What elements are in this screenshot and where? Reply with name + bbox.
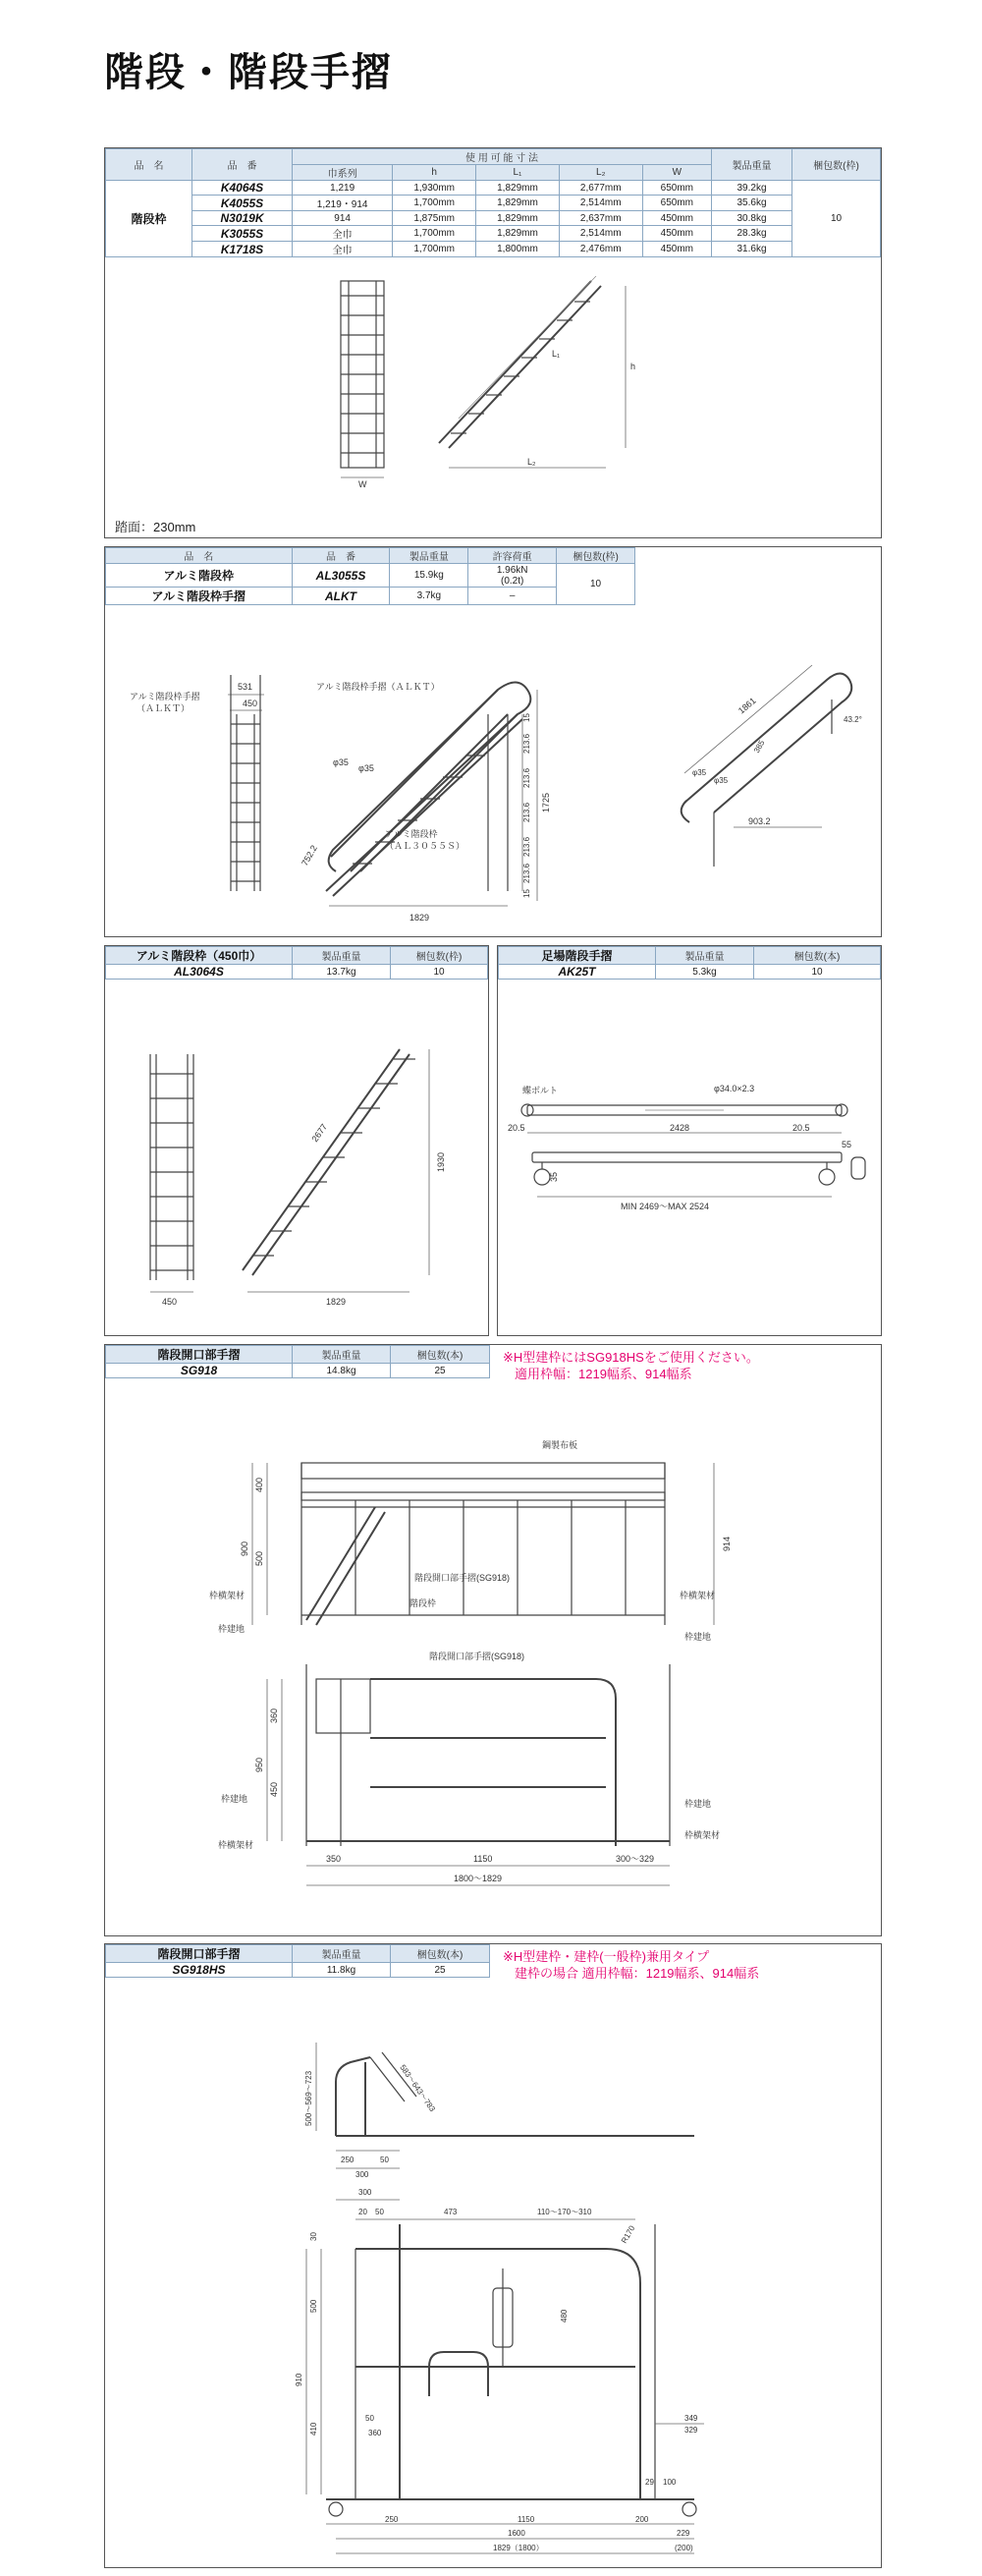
label-1829: 1829	[409, 913, 430, 923]
label-1725: 1725	[541, 792, 551, 812]
label-29: 29	[645, 2478, 654, 2487]
header-h: h	[393, 165, 476, 181]
label-50a: 50	[380, 2156, 389, 2164]
label-110: 110〜170〜310	[537, 2208, 592, 2216]
label-1150: 1150	[518, 2515, 535, 2524]
label-200b: (200)	[675, 2544, 693, 2552]
label-473: 473	[444, 2208, 458, 2216]
label-phi35b: φ35	[358, 763, 374, 773]
label-post2-l: 枠建地	[221, 1794, 248, 1804]
label-30: 30	[309, 2232, 318, 2241]
stair-front-view	[341, 281, 384, 477]
label-1600: 1600	[508, 2529, 525, 2538]
weight-cell: 5.3kg	[656, 965, 754, 980]
label-2136a: 213.6	[522, 733, 531, 754]
label-450: 450	[243, 699, 258, 708]
scaffold-handrail-drawing	[498, 985, 881, 1334]
table-row	[106, 564, 635, 588]
label-400: 400	[254, 1477, 264, 1492]
l2-cell: 2,476mm	[559, 242, 642, 257]
header-name: 階段開口部手摺	[106, 1945, 293, 1963]
label-phi35c: φ35	[692, 768, 707, 777]
load-value-ton: (0.2t)	[501, 575, 524, 587]
aluminum-450-drawing	[105, 985, 488, 1334]
l1-cell: 1,829mm	[476, 196, 560, 211]
model-cell: K1718S	[192, 242, 293, 257]
label-205b: 20.5	[792, 1123, 810, 1133]
label-20: 20	[358, 2208, 367, 2216]
model-cell: SG918HS	[106, 1963, 293, 1978]
label-2428: 2428	[670, 1123, 690, 1133]
label-l1: L₁	[552, 349, 561, 359]
label-h: h	[630, 362, 636, 371]
h-cell: 1,700mm	[393, 196, 476, 211]
label-r170: R170	[619, 2223, 637, 2245]
label-480: 480	[560, 2309, 569, 2323]
model-cell: AL3064S	[106, 965, 293, 980]
model-cell: ALKT	[292, 588, 390, 605]
header-weight: 製品重量	[293, 947, 391, 965]
handrail-pipe-side	[532, 1152, 865, 1197]
model-cell: K4055S	[192, 196, 293, 211]
l2-cell: 2,637mm	[559, 211, 642, 226]
width-cell: 全巾	[293, 226, 393, 242]
label-250a: 250	[341, 2156, 355, 2164]
header-name: アルミ階段枠（450巾）	[106, 947, 293, 965]
label-349: 349	[684, 2414, 698, 2423]
label-300: 300〜329	[616, 1854, 655, 1864]
opening-handrail-hs-panel	[104, 1943, 882, 2568]
aluminum-450-front	[150, 1054, 193, 1292]
header-w: W	[642, 165, 711, 181]
label-handrail-left-a: アルミ階段枠手摺	[130, 692, 200, 701]
label-205a: 20.5	[508, 1123, 525, 1133]
label-phi35d: φ35	[714, 776, 729, 785]
opening-handrail-panel	[104, 1344, 882, 1936]
l1-cell: 1,829mm	[476, 226, 560, 242]
header-weight: 製品重量	[712, 149, 792, 181]
opening-handrail-hs-drawing	[105, 1984, 881, 2563]
pack-cell: 25	[391, 1364, 490, 1378]
note-2: 建枠の場合 適用枠幅：1219幅系、914幅系	[515, 1966, 760, 1981]
hs-elevation-view	[306, 2224, 696, 2553]
note-1: ※H型建枠にはSG918HSをご使用ください。	[503, 1350, 759, 1365]
label-handrail-left-b: （ＡＬＫＴ）	[136, 703, 191, 713]
label-plate: 鋼製布板	[542, 1440, 578, 1450]
aluminum-stair-panel	[104, 546, 882, 937]
load-cell	[468, 564, 557, 588]
header-pack: 梱包数(本)	[391, 1346, 490, 1364]
pack-cell: 25	[391, 1963, 490, 1978]
opening-handrail-hs-table	[105, 1944, 490, 1978]
load-cell: –	[468, 588, 557, 605]
label-1930: 1930	[436, 1151, 446, 1172]
label-500: 500	[254, 1550, 264, 1566]
pack-cell: 10	[557, 564, 635, 605]
header-width: 巾系列	[293, 165, 393, 181]
label-handrail-center: アルミ階段枠手摺（ＡＬＫＴ）	[316, 682, 440, 692]
label-pipe: φ34.0×2.3	[714, 1084, 755, 1093]
h-cell: 1,930mm	[393, 181, 476, 196]
label-432: 43.2°	[844, 715, 862, 724]
l1-cell: 1,829mm	[476, 211, 560, 226]
width-cell: 914	[293, 211, 393, 226]
opening-elevation-view	[267, 1664, 670, 1885]
weight-cell: 30.8kg	[712, 211, 792, 226]
width-cell: 1,219・914	[293, 196, 393, 211]
opening-handrail-table	[105, 1345, 490, 1378]
aluminum-450-side	[243, 1049, 429, 1292]
header-model: 品 番	[192, 149, 293, 181]
width-cell: 全巾	[293, 242, 393, 257]
page-title: 階段・階段手摺	[104, 51, 393, 94]
l1-cell: 1,829mm	[476, 181, 560, 196]
label-450: 450	[269, 1781, 279, 1797]
pack-cell: 10	[391, 965, 488, 980]
label-360: 360	[368, 2429, 382, 2437]
label-post2-r: 枠建地	[684, 1799, 712, 1809]
label-1800: 1800〜1829	[454, 1874, 503, 1883]
header-usable: 使 用 可 能 寸 法	[293, 149, 712, 165]
label-35: 35	[549, 1171, 559, 1182]
label-2136e: 213.6	[522, 863, 531, 883]
label-950: 950	[254, 1757, 264, 1772]
aluminum-stair-table	[105, 547, 635, 605]
label-50c: 50	[365, 2414, 374, 2423]
pack-cell: 10	[754, 965, 881, 980]
model-cell: AK25T	[499, 965, 656, 980]
label-329: 329	[684, 2426, 698, 2435]
label-2677: 2677	[309, 1122, 330, 1145]
h-cell: 1,700mm	[393, 242, 476, 257]
label-50b: 50	[375, 2208, 384, 2216]
tread-note: 踏面：230mm	[115, 520, 196, 534]
label-500: 500	[309, 2299, 318, 2313]
aluminum-450-table	[105, 946, 488, 980]
w-cell: 450mm	[642, 211, 711, 226]
name-cell: アルミ階段枠	[106, 564, 293, 588]
scaffold-handrail-panel	[497, 945, 882, 1336]
table-row	[499, 965, 881, 980]
scaffold-handrail-table	[498, 946, 881, 980]
label-rail: 階段開口部手摺(SG918)	[414, 1573, 511, 1583]
header-pack: 梱包数(枠)	[792, 149, 881, 181]
label-span: MIN 2469〜MAX 2524	[621, 1202, 710, 1211]
label-385: 385	[751, 738, 767, 755]
label-300b: 300	[358, 2188, 372, 2197]
weight-cell: 35.6kg	[712, 196, 792, 211]
label-531: 531	[238, 682, 253, 692]
label-brace2-r: 枠横架材	[684, 1830, 721, 1840]
name-cell: アルミ階段枠手摺	[106, 588, 293, 605]
label-bolt: 蝶ボルト	[522, 1086, 559, 1095]
header-name: 階段開口部手摺	[106, 1346, 293, 1364]
header-pack: 梱包数(本)	[754, 947, 881, 965]
label-post-l: 枠建地	[218, 1624, 246, 1634]
label-300a: 300	[355, 2170, 369, 2179]
note-1: ※H型建枠・建枠(一般枠)兼用タイプ	[503, 1949, 710, 1964]
label-250b: 250	[385, 2515, 399, 2524]
label-2136c: 213.6	[522, 802, 531, 822]
header-name: 足場階段手摺	[499, 947, 656, 965]
header-weight: 製品重量	[656, 947, 754, 965]
w-cell: 650mm	[642, 196, 711, 211]
header-model: 品 番	[292, 548, 390, 564]
label-15a: 15	[522, 713, 531, 722]
pack-cell: 10	[792, 181, 881, 257]
label-100: 100	[663, 2478, 677, 2487]
model-cell: SG918	[106, 1364, 293, 1378]
label-brace-l: 枠横架材	[209, 1591, 246, 1600]
label-55: 55	[842, 1140, 852, 1149]
l1-cell: 1,800mm	[476, 242, 560, 257]
table-row	[106, 211, 881, 226]
load-value: 1.96kN	[496, 564, 528, 576]
header-pack: 梱包数(本)	[391, 1945, 490, 1963]
header-weight: 製品重量	[293, 1346, 391, 1364]
label-rail2: 階段開口部手摺(SG918)	[429, 1652, 525, 1661]
model-cell: K3055S	[192, 226, 293, 242]
header-l2: L₂	[559, 165, 642, 181]
label-l2: L₂	[527, 457, 536, 467]
label-2136d: 213.6	[522, 836, 531, 857]
table-row	[106, 588, 635, 605]
header-load: 許容荷重	[468, 548, 557, 564]
model-cell: N3019K	[192, 211, 293, 226]
hs-top-view	[316, 2043, 694, 2168]
stair-frame-table	[105, 148, 881, 257]
label-410: 410	[309, 2422, 318, 2436]
opening-handrail-drawing	[105, 1384, 881, 1934]
header-pack: 梱包数(枠)	[391, 947, 488, 965]
table-row	[106, 196, 881, 211]
label-350: 350	[326, 1854, 342, 1864]
header-weight: 製品重量	[390, 548, 468, 564]
label-post-r: 枠建地	[684, 1632, 712, 1642]
weight-cell: 15.9kg	[390, 564, 468, 588]
weight-cell: 3.7kg	[390, 588, 468, 605]
label-910: 910	[295, 2373, 303, 2386]
header-name: 品 名	[106, 149, 192, 181]
table-row	[106, 242, 881, 257]
label-229: 229	[677, 2529, 690, 2538]
opening-plan-view	[252, 1463, 714, 1625]
table-row	[106, 1963, 490, 1978]
label-stair: 階段枠	[409, 1598, 437, 1608]
weight-cell: 31.6kg	[712, 242, 792, 257]
stair-frame-panel	[104, 147, 882, 538]
label-brace2-l: 枠横架材	[218, 1840, 254, 1850]
aluminum-side-view	[326, 683, 537, 907]
table-row	[106, 965, 488, 980]
aluminum-450-panel	[104, 945, 489, 1336]
stair-side-view	[439, 276, 626, 468]
l2-cell: 2,514mm	[559, 226, 642, 242]
label-903: 903.2	[748, 816, 771, 826]
model-cell: K4064S	[192, 181, 293, 196]
weight-cell: 39.2kg	[712, 181, 792, 196]
w-cell: 650mm	[642, 181, 711, 196]
l2-cell: 2,514mm	[559, 196, 642, 211]
aluminum-stair-drawing	[105, 606, 881, 935]
label-frame-b: （ＡＬ３０５５Ｓ）	[385, 841, 465, 851]
table-row	[106, 1364, 490, 1378]
label-1829: 1829（1800）	[493, 2544, 544, 2552]
h-cell: 1,875mm	[393, 211, 476, 226]
label-2136b: 213.6	[522, 767, 531, 788]
label-frame-a: アルミ階段枠	[385, 829, 438, 839]
header-l1: L₁	[476, 165, 560, 181]
label-brace-r: 枠横架材	[680, 1591, 716, 1600]
label-w: W	[358, 479, 367, 487]
label-phi35a: φ35	[333, 757, 349, 767]
weight-cell: 14.8kg	[293, 1364, 391, 1378]
label-360: 360	[269, 1708, 279, 1723]
handrail-detail-view	[682, 665, 852, 867]
label-1861: 1861	[736, 695, 758, 716]
label-914: 914	[722, 1536, 732, 1551]
header-pack: 梱包数(枠)	[557, 548, 635, 564]
weight-cell: 28.3kg	[712, 226, 792, 242]
header-name: 品 名	[106, 548, 293, 564]
label-200: 200	[635, 2515, 649, 2524]
weight-cell: 11.8kg	[293, 1963, 391, 1978]
label-v1: 500〜569〜723	[304, 2070, 313, 2126]
table-row	[106, 226, 881, 242]
w-cell: 450mm	[642, 226, 711, 242]
w-cell: 450mm	[642, 242, 711, 257]
label-450: 450	[162, 1297, 178, 1307]
label-15b: 15	[522, 889, 531, 898]
model-cell: AL3055S	[292, 564, 390, 588]
h-cell: 1,700mm	[393, 226, 476, 242]
stair-frame-drawing	[301, 276, 792, 487]
header-weight: 製品重量	[293, 1945, 391, 1963]
label-752: 752.2	[300, 843, 319, 868]
label-1829: 1829	[326, 1297, 347, 1307]
l2-cell: 2,677mm	[559, 181, 642, 196]
table-row	[106, 181, 881, 196]
label-900: 900	[240, 1540, 249, 1556]
weight-cell: 13.7kg	[293, 965, 391, 980]
width-cell: 1,219	[293, 181, 393, 196]
label-v2: 583〜643〜783	[398, 2062, 437, 2114]
note-2: 適用枠幅：1219幅系、914幅系	[515, 1367, 692, 1381]
label-1150: 1150	[473, 1854, 493, 1864]
product-name: 階段枠	[106, 181, 192, 257]
